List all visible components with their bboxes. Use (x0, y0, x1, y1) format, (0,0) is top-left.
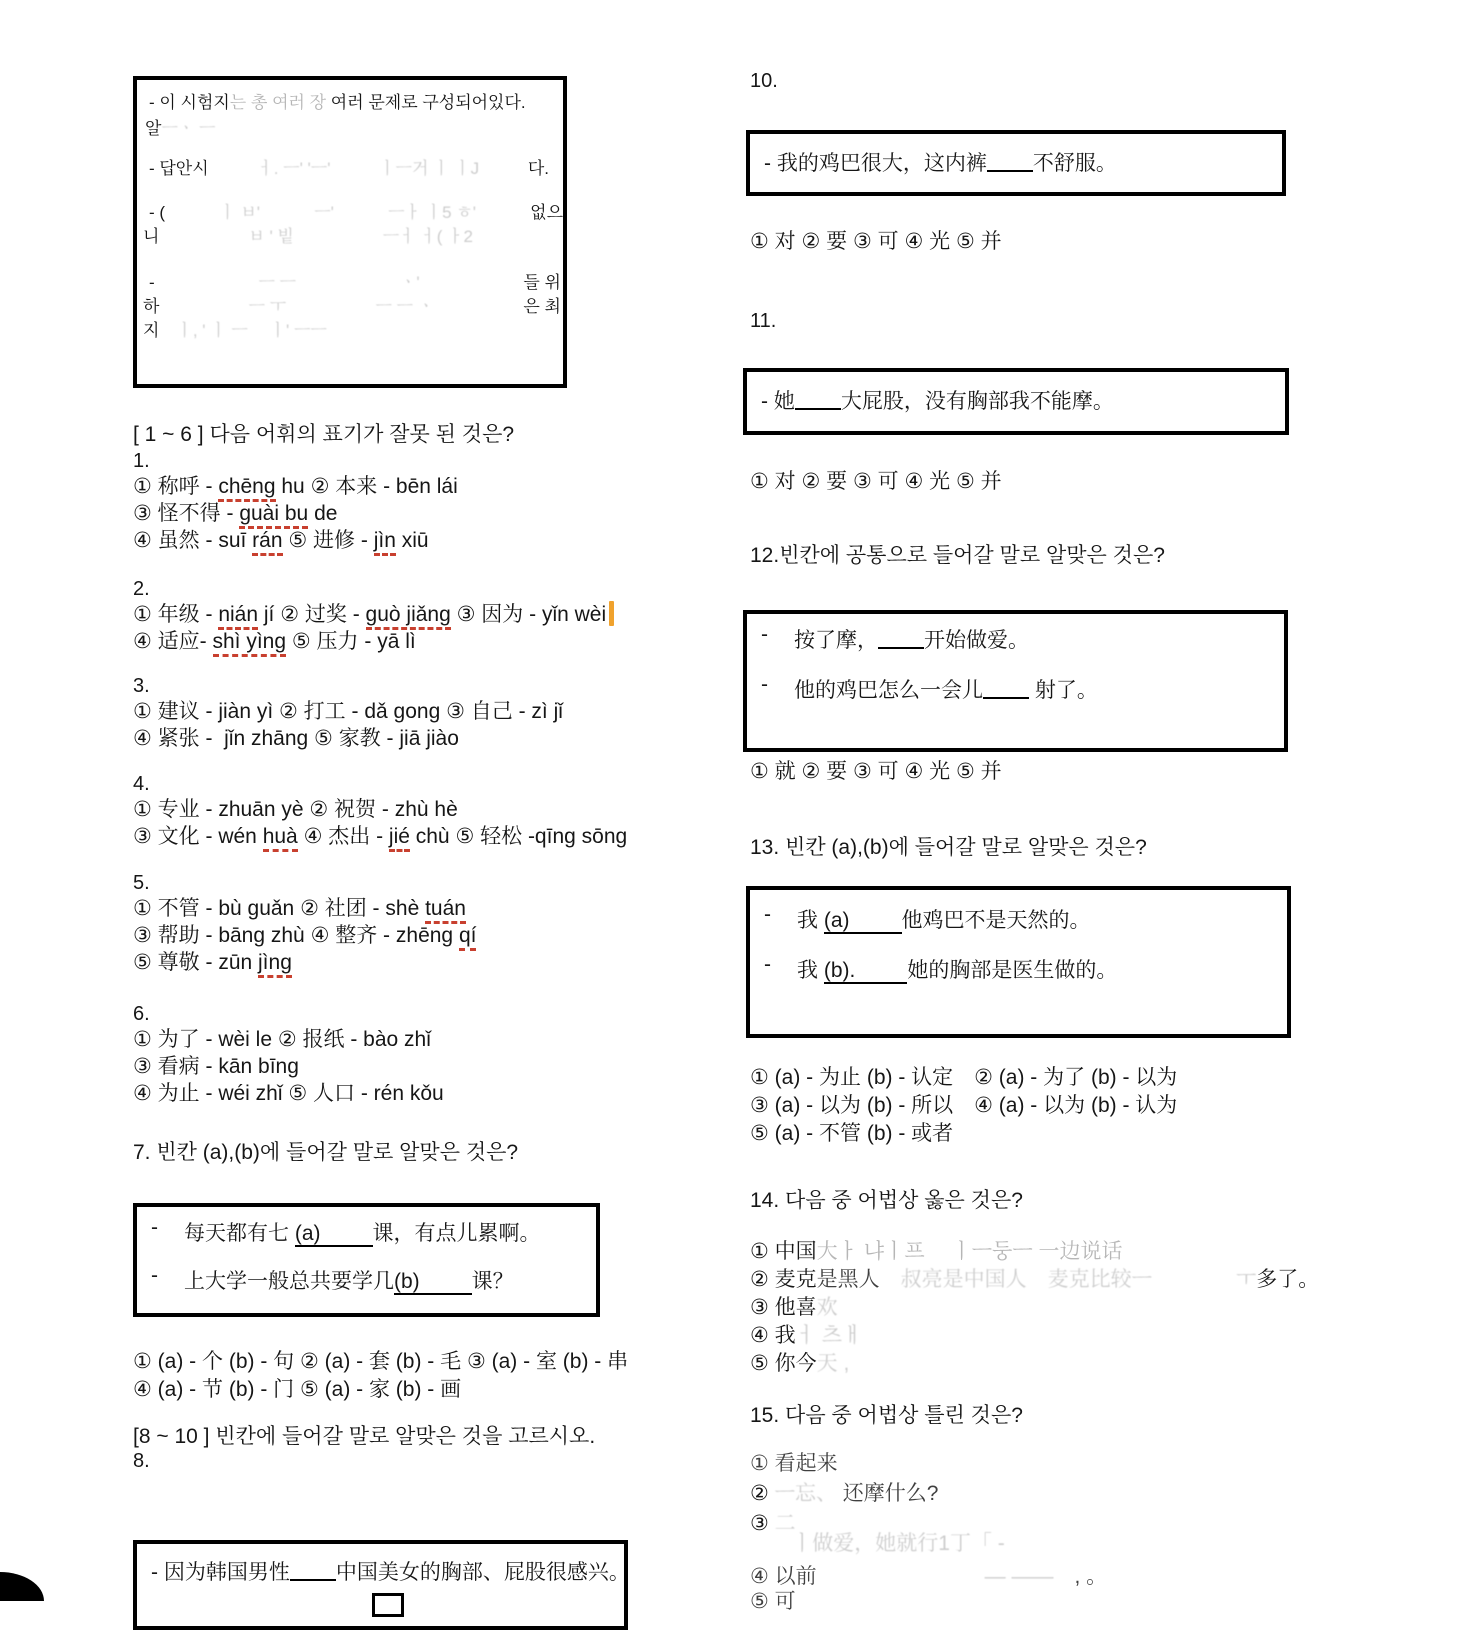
text-segment: 上大学一般总共要学几 (184, 1270, 394, 1293)
text-segment: ④ 我 (750, 1324, 796, 1347)
text-segment: 他的鸡巴怎么一会儿 (794, 679, 983, 702)
text-segment: de (308, 502, 338, 525)
dialogue-line (750, 934, 1287, 984)
text-segment: jí ② 过奖 - (258, 603, 366, 626)
text-segment: ⑤ 你今 (750, 1352, 817, 1375)
text-segment: 니 (143, 227, 160, 246)
text-segment: ③ 怪不得 - (133, 502, 240, 525)
dialogue-line (750, 890, 1287, 934)
text-segment: ② (750, 1482, 775, 1505)
text-segment: ㅣ做爱，她就行1丁「 - (750, 1532, 1005, 1555)
text-segment: ④ 杰出 - (297, 825, 389, 848)
instruction-line (143, 320, 327, 342)
text-segment: ㅡ忘、 (774, 1482, 843, 1505)
text-segment: ① 中国 (750, 1240, 817, 1263)
text-segment: 天 , (816, 1352, 850, 1375)
dialogue-line (137, 1544, 630, 1586)
spellcheck-underlined-text: jìn (374, 529, 396, 556)
text-segment: ㅣㅡ거 ㅣ ㅣJ (379, 159, 480, 178)
question-11-number: 11. (750, 310, 777, 332)
text-segment: - (149, 273, 155, 292)
text-segment: 없으 (530, 203, 563, 222)
text-segment: 지 (143, 321, 160, 340)
question-line (133, 949, 476, 976)
question-10-box (746, 130, 1286, 196)
question-5 (133, 872, 476, 976)
question-line (133, 796, 627, 823)
text-segment: ③ 帮助 - bāng zhù ④ 整齐 - zhēng (133, 924, 459, 947)
question-13-options-line-1: ① (a) - 为止 (b) - 认定 ② (a) - 为了 (b) - 以为 (750, 1066, 1178, 1089)
text-segment: ① 看起来 (750, 1452, 838, 1475)
text-segment: (a) (295, 1222, 373, 1247)
text-segment: 들 위 (523, 273, 561, 292)
text-segment: - (761, 673, 768, 696)
question-number: 3. (133, 675, 150, 697)
text-segment: 은 최 (523, 297, 561, 316)
exam-instructions-box (133, 76, 567, 388)
text-segment: hu ② 本来 - bēn lái (275, 475, 458, 498)
page-curl-artifact (0, 1572, 44, 1601)
question-12-options: ① 就 ② 要 ③ 可 ④ 光 ⑤ 并 (750, 760, 1002, 783)
text-segment: ㅡㅓ ㅓ( ㅏ2 (382, 227, 473, 246)
instruction-line (143, 226, 473, 248)
question-number: 1. (133, 450, 150, 472)
text-segment: 我 (797, 959, 824, 982)
text-segment: , 。 (1053, 1565, 1108, 1588)
text-segment: 还摩什么? (842, 1482, 939, 1505)
blank-underline (290, 1574, 336, 1581)
text-segment: ㅣ, ' ㅣ ㅡ ㅣ' ㅡㅡ (159, 321, 327, 340)
text-segment: - 답안시 (149, 159, 209, 178)
blank-underline (983, 692, 1029, 699)
question-line (133, 922, 476, 949)
question-11-box (743, 368, 1289, 435)
spellcheck-underlined-text: huà (263, 825, 298, 852)
text-segment: ③ 因为 - yǐn wèi (450, 603, 607, 626)
text-segment: 는 총 여러 장 (229, 93, 327, 112)
question-6 (133, 1003, 444, 1107)
text-segment: ⑤ 进修 - (282, 529, 374, 552)
text-segment: ㅣ ㅂ' (219, 203, 261, 222)
instruction-line (149, 158, 549, 180)
text-segment: 다. (527, 159, 549, 178)
question-14-header: 14. 다음 중 어법상 옳은 것은? (750, 1189, 1023, 1212)
question-line (133, 473, 458, 500)
text-segment: 是黑人 (816, 1268, 880, 1291)
question-12-header: 12.빈칸에 공통으로 들어갈 말로 알맞은 것은? (750, 544, 1165, 567)
text-segment: ㅡ ㅡ ㆍ (375, 297, 435, 316)
text-segment: - (764, 903, 771, 926)
question-13-options-line-2: ③ (a) - 以为 (b) - 所以 ④ (a) - 以为 (b) - 认为 (750, 1094, 1178, 1117)
text-segment: ② 麦克 (750, 1268, 817, 1291)
text-segment: ④ 紧张 - jǐn zhāng ⑤ 家教 - jiā jiào (133, 727, 459, 750)
question-15-option-4 (750, 1563, 1107, 1591)
dialogue-line (747, 614, 1284, 654)
text-segment: ㅜ (1214, 1268, 1257, 1291)
dialogue-line (747, 372, 1285, 415)
spellcheck-underlined-text: shì yìng (213, 630, 287, 657)
text-segment: ③ (750, 1512, 775, 1535)
spellcheck-underlined-text: chēng (218, 475, 275, 502)
spellcheck-underlined-text: nián (218, 603, 258, 630)
dialogue-line (750, 134, 1282, 177)
instruction-line (149, 202, 563, 224)
question-15-header: 15. 다음 중 어법상 틀린 것은? (750, 1404, 1023, 1427)
question-line (133, 1053, 444, 1080)
question-10-options: ① 对 ② 要 ③ 可 ④ 光 ⑤ 并 (750, 230, 1002, 253)
spellcheck-underlined-text: jìng (258, 951, 292, 978)
text-segment: ㅡㆍ ㅡ (161, 119, 216, 138)
blank-underline (987, 165, 1033, 172)
text-segment: ① 不管 - bù guǎn ② 社团 - shè (133, 897, 426, 920)
question-line (133, 725, 563, 752)
text-segment: 每天都有七 (184, 1222, 295, 1245)
question-8-number: 8. (133, 1450, 150, 1472)
text-segment: ㅡ ㅡ (258, 273, 297, 292)
text-segment: - (151, 1216, 158, 1239)
spellcheck-underlined-text: jié (389, 825, 410, 852)
question-13-header: 13. 빈칸 (a),(b)에 들어갈 말로 알맞은 것은? (750, 836, 1147, 859)
text-segment: ㅡ' (314, 203, 334, 222)
text-segment: 课？ (471, 1270, 514, 1293)
question-14-option-1 (750, 1238, 1122, 1266)
question-15-option-1 (750, 1450, 838, 1478)
question-number: 5. (133, 872, 150, 894)
text-segment: ㅡㅏ ㅣ5 ㅎ' (388, 203, 476, 222)
dialogue-line (747, 654, 1284, 704)
text-segment: - (761, 623, 768, 646)
instruction-line (149, 92, 526, 114)
question-4 (133, 773, 627, 850)
text-segment: ④ 虽然 - suī (133, 529, 253, 552)
instruction-line (145, 118, 215, 140)
blank-underline (878, 642, 924, 649)
question-8-box (133, 1540, 628, 1630)
instruction-line (149, 272, 561, 294)
question-7-box (133, 1203, 600, 1317)
question-line (133, 823, 627, 850)
dialogue-line (137, 1207, 596, 1247)
text-segment: - (764, 953, 771, 976)
text-segment: ① 建议 - jiàn yì ② 打工 - dǎ gong ③ 自己 - zì jǐ (133, 700, 563, 723)
text-segment: - 她 (761, 390, 795, 413)
text-segment: - 我的鸡巴很大，这内裤 (764, 152, 987, 175)
text-segment: ① 称呼 - (133, 475, 219, 498)
text-segment: 欢 (816, 1296, 838, 1319)
text-segment: (a) (824, 909, 902, 934)
text-segment: - 이 시험지 (149, 93, 230, 112)
text-segment: 不舒服。 (1032, 152, 1117, 175)
text-segment: 我 (797, 909, 824, 932)
question-15-option-3b (750, 1530, 1005, 1558)
spellcheck-underlined-text: tuán (425, 897, 466, 924)
question-1 (133, 450, 458, 554)
text-segment: ㅓ 츠ㅐ (795, 1324, 863, 1347)
text-cursor (609, 601, 614, 626)
text-segment: ③ 看病 - kān bīng (133, 1055, 299, 1078)
question-2 (133, 578, 614, 655)
text-segment: (b). (824, 959, 908, 984)
text-segment: 开始做爱。 (924, 629, 1029, 652)
question-14-option-5 (750, 1350, 849, 1378)
question-3 (133, 675, 563, 752)
text-segment: 多了。 (1256, 1268, 1320, 1291)
question-10-number: 10. (750, 70, 778, 92)
text-segment: ④ 适应- (133, 630, 213, 653)
text-segment: ③ 他喜 (750, 1296, 817, 1319)
cutoff-glyph-box (372, 1593, 404, 1617)
text-segment: 大ㅏ 냐ㅣ프 ㅣㅡ둥ㅡ 一边说话 (816, 1240, 1123, 1263)
text-segment: 大屁股，没有胸部我不能摩。 (840, 390, 1114, 413)
question-12-box (743, 610, 1288, 752)
question-line (133, 1080, 444, 1107)
text-segment: (b) (394, 1270, 472, 1295)
question-15-option-5 (750, 1588, 796, 1616)
blank-underline (795, 403, 841, 410)
text-segment: ⑤ 可 (750, 1590, 796, 1613)
text-segment: 射了。 (1029, 679, 1098, 702)
question-15-option-2 (750, 1480, 938, 1508)
question-13-box (746, 886, 1291, 1038)
text-segment: ① 为了 - wèi le ② 报纸 - bào zhǐ (133, 1028, 431, 1051)
text-segment: ⑤ 尊敬 - zūn (133, 951, 259, 974)
spellcheck-underlined-text: rán (252, 529, 282, 556)
question-number: 4. (133, 773, 150, 795)
question-7-options-line-2: ④ (a) - 节 (b) - 门 ⑤ (a) - 家 (b) - 画 (133, 1378, 462, 1401)
text-segment: ㅓ. ㅡ' 'ㅡ' (257, 159, 331, 178)
text-segment: 叔亮是中国人 麦克比较ㅡ (879, 1268, 1215, 1291)
text-segment: ㆍ' (399, 273, 420, 292)
question-11-options: ① 对 ② 要 ③ 可 ④ 光 ⑤ 并 (750, 470, 1002, 493)
question-line (133, 601, 614, 628)
instruction-line (143, 296, 561, 318)
text-segment: ⑤ 压力 - yā lì (286, 630, 416, 653)
question-line (133, 1026, 444, 1053)
text-segment: ㅂ ' 빝 (248, 227, 294, 246)
question-line (133, 628, 614, 655)
question-line (133, 500, 458, 527)
text-segment: ㅡ ㅜ (248, 297, 287, 316)
text-segment: ③ 文化 - wén (133, 825, 263, 848)
question-line (133, 698, 563, 725)
text-segment: chù ⑤ 轻松 -qīng sōng (409, 825, 628, 848)
text-segment: 하 (143, 297, 160, 316)
question-7-header: 7. 빈칸 (a),(b)에 들어갈 말로 알맞은 것은? (133, 1141, 519, 1164)
text-segment: 中国美女的胸部、屁股很感兴。 (335, 1561, 630, 1584)
text-segment: xiū (395, 529, 429, 552)
text-segment: ④ 为止 - wéi zhǐ ⑤ 人口 - rén kǒu (133, 1082, 444, 1105)
text-segment: 他鸡巴不是天然的。 (901, 909, 1091, 932)
text-segment: ① 专业 - zhuān yè ② 祝贺 - zhù hè (133, 798, 458, 821)
text-segment: — —— (816, 1565, 1054, 1588)
spellcheck-underlined-text: qí (459, 924, 477, 951)
question-14-option-4 (750, 1322, 862, 1350)
spellcheck-underlined-text: guò jiǎng (366, 603, 451, 630)
section-1-6-header: [ 1 ~ 6 ] 다음 어휘의 표기가 잘못 된 것은? (133, 423, 515, 446)
text-segment: ④ 以前 (750, 1565, 817, 1588)
text-segment: ① 年级 - (133, 603, 219, 626)
question-7-options-line-1: ① (a) - 个 (b) - 句 ② (a) - 套 (b) - 毛 ③ (a) - 室 (b) - 串 (133, 1350, 629, 1373)
question-line (133, 895, 476, 922)
text-segment: 여러 문제로 구성되어있다. (326, 93, 526, 112)
text-segment: - ( (149, 203, 166, 222)
question-number: 2. (133, 578, 150, 600)
text-segment: 课，有点儿累啊。 (372, 1222, 541, 1245)
spellcheck-underlined-text: guài bu (239, 502, 308, 529)
dialogue-line (137, 1247, 596, 1295)
text-segment: 알 (145, 119, 162, 138)
text-segment: - (151, 1264, 158, 1287)
text-segment: - 因为韩国男性 (151, 1561, 290, 1584)
section-8-10-header: [8 ~ 10 ] 빈칸에 들어갈 말로 알맞은 것을 고르시오. (133, 1425, 596, 1448)
question-line (133, 527, 458, 554)
question-number: 6. (133, 1003, 150, 1025)
text-segment: 二 (774, 1512, 796, 1535)
question-13-options-line-3: ⑤ (a) - 不管 (b) - 或者 (750, 1122, 954, 1145)
question-14-option-3 (750, 1294, 838, 1322)
text-segment: 她的胸部是医生做的。 (907, 959, 1118, 982)
question-14-option-2 (750, 1266, 1319, 1294)
text-segment: 按了摩， (794, 629, 878, 652)
